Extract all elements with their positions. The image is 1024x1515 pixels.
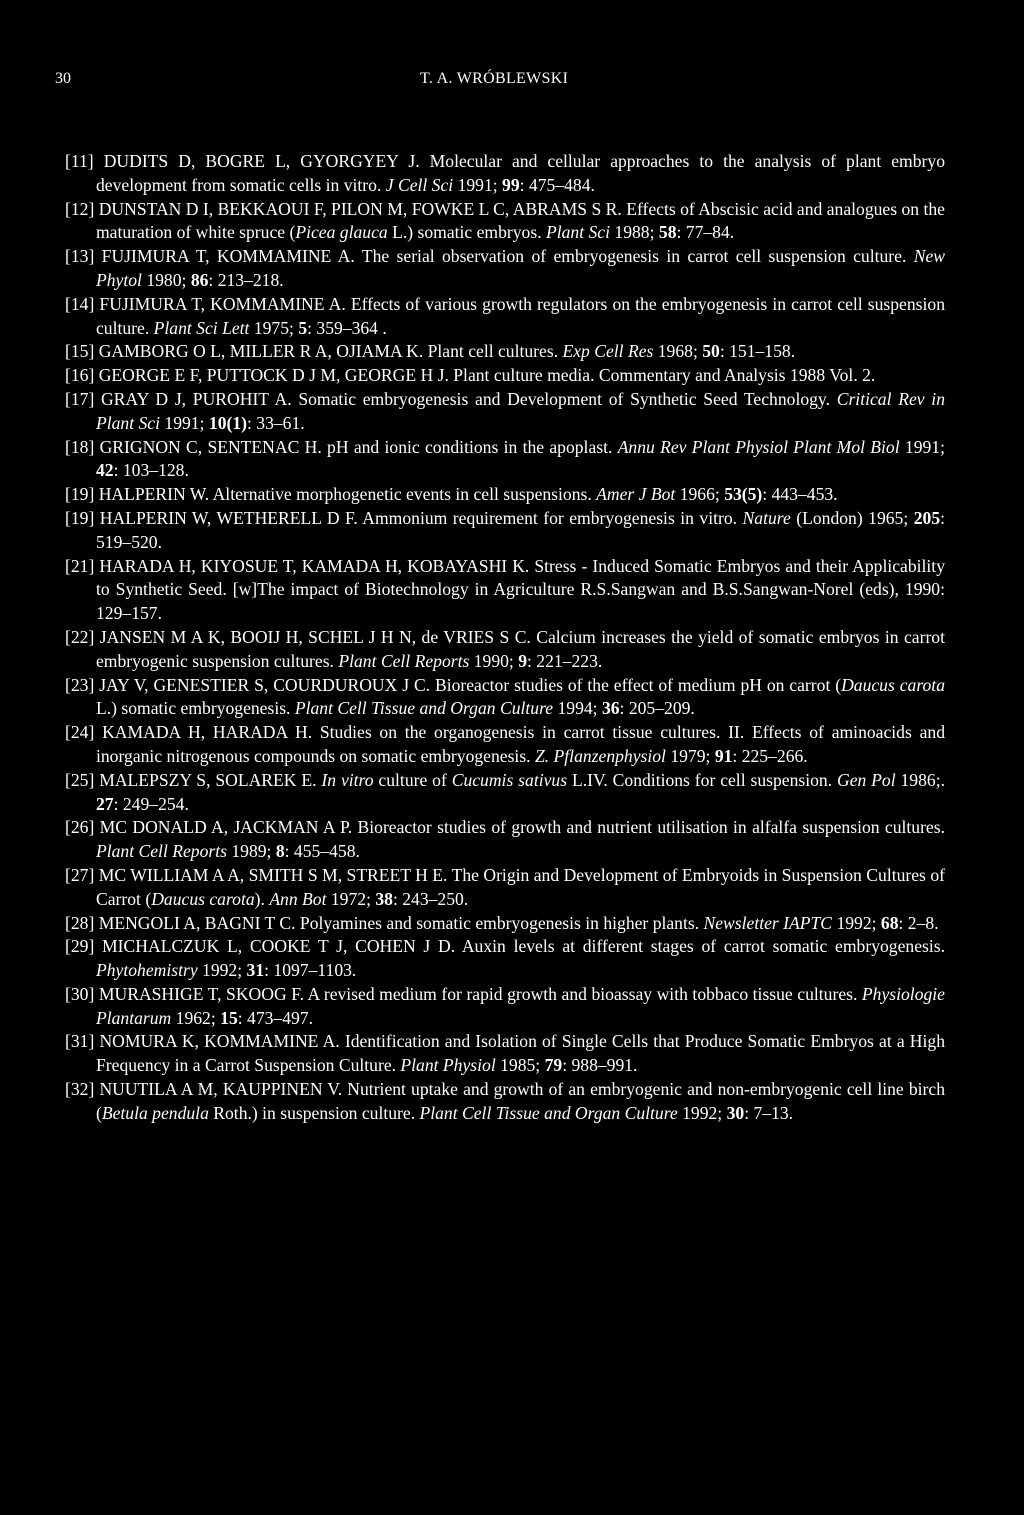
reference-journal-title: Plant Cell Tissue and Organ Culture [419, 1102, 678, 1123]
reference-number: [16] [65, 365, 95, 386]
reference-text: (London) 1965; [790, 507, 914, 528]
reference-journal-title: Ann Bot [269, 888, 327, 909]
reference-volume: 205 [913, 507, 941, 528]
reference-text: 1991; [453, 174, 503, 195]
reference-volume: 8 [275, 841, 285, 862]
reference-number: [28] [65, 912, 95, 933]
reference-text: : 243–250. [392, 888, 469, 909]
reference-text: GAMBORG O L, MILLER R A, OJIAMA K. Plant cell cultures. [94, 341, 563, 362]
reference-text: 1968; [653, 341, 703, 362]
reference-entry [65, 864, 945, 912]
reference-number: [19] [65, 507, 95, 528]
reference-journal-title: New Phytol [96, 246, 945, 290]
reference-text: MALEPSZY S, SOLAREK E. [94, 769, 322, 790]
reference-journal-title: Plant Sci Lett [153, 317, 250, 338]
reference-journal-title: Daucus carota [841, 674, 945, 695]
reference-entry [65, 983, 945, 1031]
reference-number: [11] [65, 151, 94, 171]
reference-volume: 36 [601, 698, 620, 719]
reference-number: [14] [65, 293, 95, 314]
reference-journal-title: Cucumis sativus [451, 769, 568, 790]
reference-text: JANSEN M A K, BOOIJ H, SCHEL J H N, de VRIES S C. Calcium increases the yield of somatic embryos in carrot embryogenic suspension cultures. [94, 626, 945, 671]
reference-text: FUJIMURA T, KOMMAMINE A. The serial observation of embryogenesis in carrot cell suspension culture. [94, 246, 914, 267]
reference-volume: 68 [880, 912, 899, 933]
reference-volume: 15 [220, 1007, 238, 1028]
reference-journal-title: Plant Physiol [400, 1055, 496, 1076]
reference-text: 1992; [197, 960, 247, 981]
reference-text: GRIGNON C, SENTENAC H. pH and ionic conditions in the apoplast. [94, 436, 618, 457]
reference-text: : 33–61. [247, 412, 305, 433]
reference-volume: 53(5) [724, 484, 763, 505]
reference-journal-title: Gen Pol [836, 769, 896, 790]
reference-text: Roth.) in suspension culture. [208, 1102, 420, 1123]
reference-text: GEORGE E F, PUTTOCK D J M, GEORGE H J. Plant culture media. Commentary and Analysis 1988 Vol. 2. [94, 365, 876, 386]
reference-number: [32] [65, 1079, 95, 1100]
reference-volume: 27 [96, 793, 114, 814]
reference-entry [65, 507, 945, 555]
reference-text: 1992; [832, 912, 881, 933]
reference-text: HARADA H, KIYOSUE T, KAMADA H, KOBAYASHI K. Stress - Induced Somatic Embryos and their Applicability to Synthetic Seed. [w]The impact of Biotechnology in Agriculture R.S.Sangwan and B.S.Sangwan-Norel (eds), 1990: 129–157. [94, 555, 945, 624]
reference-entry [65, 935, 945, 983]
reference-text: : 205–209. [619, 698, 695, 719]
reference-entry [65, 626, 945, 674]
reference-text: 1989; [226, 841, 276, 862]
reference-journal-title: Nature [742, 507, 791, 528]
reference-journal-title: Critical Rev in Plant Sci [96, 388, 945, 433]
reference-text: : 455–458. [284, 841, 360, 862]
reference-text: DUNSTAN D I, BEKKAOUI F, PILON M, FOWKE L C, ABRAMS S R. Effects of Abscisic acid and analogues on the maturation of white spruce ( [94, 198, 945, 243]
reference-entry [65, 340, 945, 364]
reference-text: : 2–8. [898, 912, 939, 933]
reference-text: : 77–84. [676, 222, 735, 243]
reference-number: [26] [65, 817, 95, 838]
reference-entry [65, 674, 945, 722]
reference-number: [17] [65, 388, 95, 409]
reference-entry [65, 150, 945, 198]
reference-journal-title: Plant Cell Reports [96, 841, 227, 862]
reference-text: 1972; [326, 888, 376, 909]
reference-number: [13] [65, 246, 95, 267]
reference-number: [15] [65, 341, 95, 362]
reference-text: MC DONALD A, JACKMAN A P. Bioreactor studies of growth and nutrient utilisation in alfalfa suspension cultures. [94, 817, 945, 838]
reference-number: [18] [65, 436, 95, 457]
reference-entry [65, 1078, 945, 1126]
reference-entry [65, 721, 945, 769]
reference-entry [65, 388, 945, 436]
reference-number: [31] [65, 1031, 95, 1052]
reference-entry [65, 912, 945, 936]
reference-text: MICHALCZUK L, COOKE T J, COHEN J D. Auxin levels at different stages of carrot somatic embryogenesis. [94, 936, 945, 957]
reference-text: : 7–13. [744, 1102, 794, 1123]
reference-entry [65, 245, 945, 293]
reference-entry [65, 483, 945, 507]
reference-text: FUJIMURA T, KOMMAMINE A. Effects of various growth regulators on the embryogenesis in carrot cell suspension culture. [94, 293, 945, 338]
reference-volume: 31 [246, 960, 265, 981]
reference-number: [22] [65, 626, 95, 647]
reference-text: : 213–218. [208, 269, 284, 290]
reference-number: [12] [65, 198, 95, 219]
reference-text: 1985; [495, 1055, 545, 1076]
reference-journal-title: In vitro [321, 769, 374, 790]
reference-text: : 151–158. [719, 341, 796, 362]
reference-text: JAY V, GENESTIER S, COURDUROUX J C. Bioreactor studies of the effect of medium pH on carrot ( [94, 674, 842, 695]
reference-number: [27] [65, 864, 95, 885]
reference-journal-title: Betula pendula [101, 1102, 209, 1123]
reference-number: [25] [65, 769, 95, 790]
reference-number: [24] [65, 722, 95, 743]
reference-journal-title: Physiologie Plantarum [96, 983, 945, 1028]
reference-journal-title: Annu Rev Plant Physiol Plant Mol Biol [617, 436, 900, 457]
reference-volume: 58 [658, 222, 677, 243]
reference-text: : 359–364 . [307, 317, 387, 338]
reference-journal-title: J Cell Sci [385, 174, 454, 195]
reference-journal-title: Plant Sci [546, 222, 611, 243]
reference-text: 1980; [141, 269, 191, 290]
reference-entry [65, 816, 945, 864]
reference-text: L.IV. Conditions for cell suspension. [567, 769, 837, 790]
reference-text: : 225–266. [732, 745, 808, 766]
reference-volume: 10(1) [208, 412, 247, 433]
reference-text: MENGOLI A, BAGNI T C. Polyamines and somatic embryogenesis in higher plants. [94, 912, 704, 933]
reference-text: : 988–991. [562, 1055, 638, 1076]
reference-text: KAMADA H, HARADA H. Studies on the organogenesis in carrot tissue cultures. II. Effects of aminoacids and inorganic nitrogenous compounds on somatic embryogenesis. [94, 722, 945, 766]
reference-entry [65, 198, 945, 246]
reference-text: 1962; [171, 1007, 221, 1028]
reference-journal-title: Daucus carota [151, 888, 255, 909]
reference-entry [65, 1030, 945, 1078]
reference-text: GRAY D J, PUROHIT A. Somatic embryogenesis and Development of Synthetic Seed Technology. [94, 388, 837, 409]
reference-entry [65, 293, 945, 341]
reference-text: 1991; [899, 436, 945, 457]
reference-text: : 475–484. [519, 174, 595, 195]
reference-text: : 249–254. [113, 793, 189, 814]
reference-text: culture of [373, 769, 452, 790]
reference-text: HALPERIN W. Alternative morphogenetic events in cell suspensions. [94, 484, 597, 505]
reference-entry [65, 769, 945, 817]
reference-text: HALPERIN W, WETHERELL D F. Ammonium requirement for embryogenesis in vitro. [94, 507, 743, 528]
reference-volume: 38 [375, 888, 393, 909]
reference-text: 1975; [249, 317, 299, 338]
reference-text: : 221–223. [527, 650, 603, 671]
reference-text: NUUTILA A M, KAUPPINEN V. Nutrient uptake and growth of an embryogenic and non-embryogenic cell line birch ( [94, 1079, 945, 1123]
reference-text: : 443–453. [762, 484, 838, 505]
reference-text: DUDITS D, BOGRE L, GYORGYEY J. Molecular and cellular approaches to the analysis of plant embryo development from somatic cells in vitro. [93, 151, 945, 195]
running-head-author: T. A. WRÓBLEWSKI [420, 70, 569, 87]
reference-volume: 5 [298, 317, 308, 338]
reference-text: : 519–520. [96, 507, 945, 552]
reference-entry [65, 555, 945, 626]
reference-text: : 1097–1103. [264, 960, 357, 981]
reference-number: [29] [65, 936, 95, 957]
reference-volume: 50 [702, 341, 720, 362]
reference-text: : 473–497. [237, 1007, 313, 1028]
reference-text: 1994; [553, 698, 602, 719]
reference-text: 1986;. [895, 769, 945, 790]
reference-number: [19] [65, 484, 95, 505]
reference-volume: 42 [96, 460, 114, 481]
reference-journal-title: Phytohemistry [96, 960, 198, 981]
reference-text: 1988; [610, 222, 659, 243]
reference-journal-title: Newsletter IAPTC [703, 912, 833, 933]
reference-text: : 103–128. [113, 460, 189, 481]
reference-number: [30] [65, 983, 95, 1004]
reference-volume: 99 [502, 174, 520, 195]
reference-list [65, 150, 945, 1126]
reference-volume: 79 [544, 1055, 563, 1076]
reference-volume: 91 [714, 745, 733, 766]
reference-number: [23] [65, 674, 95, 695]
reference-text: MC WILLIAM A A, SMITH S M, STREET H E. The Origin and Development of Embryoids in Suspension Cultures of Carrot ( [94, 864, 945, 909]
reference-text: L.) somatic embryos. [387, 222, 546, 243]
reference-entry [65, 364, 945, 388]
reference-text: 1991; [160, 412, 209, 433]
reference-text: NOMURA K, KOMMAMINE A. Identification and Isolation of Single Cells that Produce Somatic Embryos at a High Frequency in a Carrot Suspension Culture. [94, 1031, 945, 1076]
reference-journal-title: Plant Cell Tissue and Organ Culture [294, 698, 554, 719]
reference-text: 1979; [665, 745, 715, 766]
reference-text: 1990; [469, 650, 519, 671]
reference-volume: 86 [190, 269, 209, 290]
reference-journal-title: Exp Cell Res [562, 341, 654, 362]
reference-journal-title: Plant Cell Reports [338, 650, 470, 671]
reference-text: 1966; [675, 484, 725, 505]
reference-entry [65, 436, 945, 484]
reference-volume: 9 [518, 650, 527, 671]
reference-volume: 30 [726, 1102, 745, 1123]
reference-journal-title: Amer J Bot [596, 484, 676, 505]
reference-number: [21] [65, 555, 95, 576]
reference-text: MURASHIGE T, SKOOG F. A revised medium for rapid growth and bioassay with tobbaco tissue cultures. [94, 983, 862, 1004]
reference-text: 1992; [677, 1102, 727, 1123]
reference-text: ). [254, 888, 270, 909]
page-number: 30 [55, 70, 71, 87]
reference-text: L.) somatic embryogenesis. [96, 698, 295, 719]
reference-journal-title: Picea glauca [295, 222, 388, 243]
reference-journal-title: Z. Pflanzenphysiol [534, 745, 666, 766]
